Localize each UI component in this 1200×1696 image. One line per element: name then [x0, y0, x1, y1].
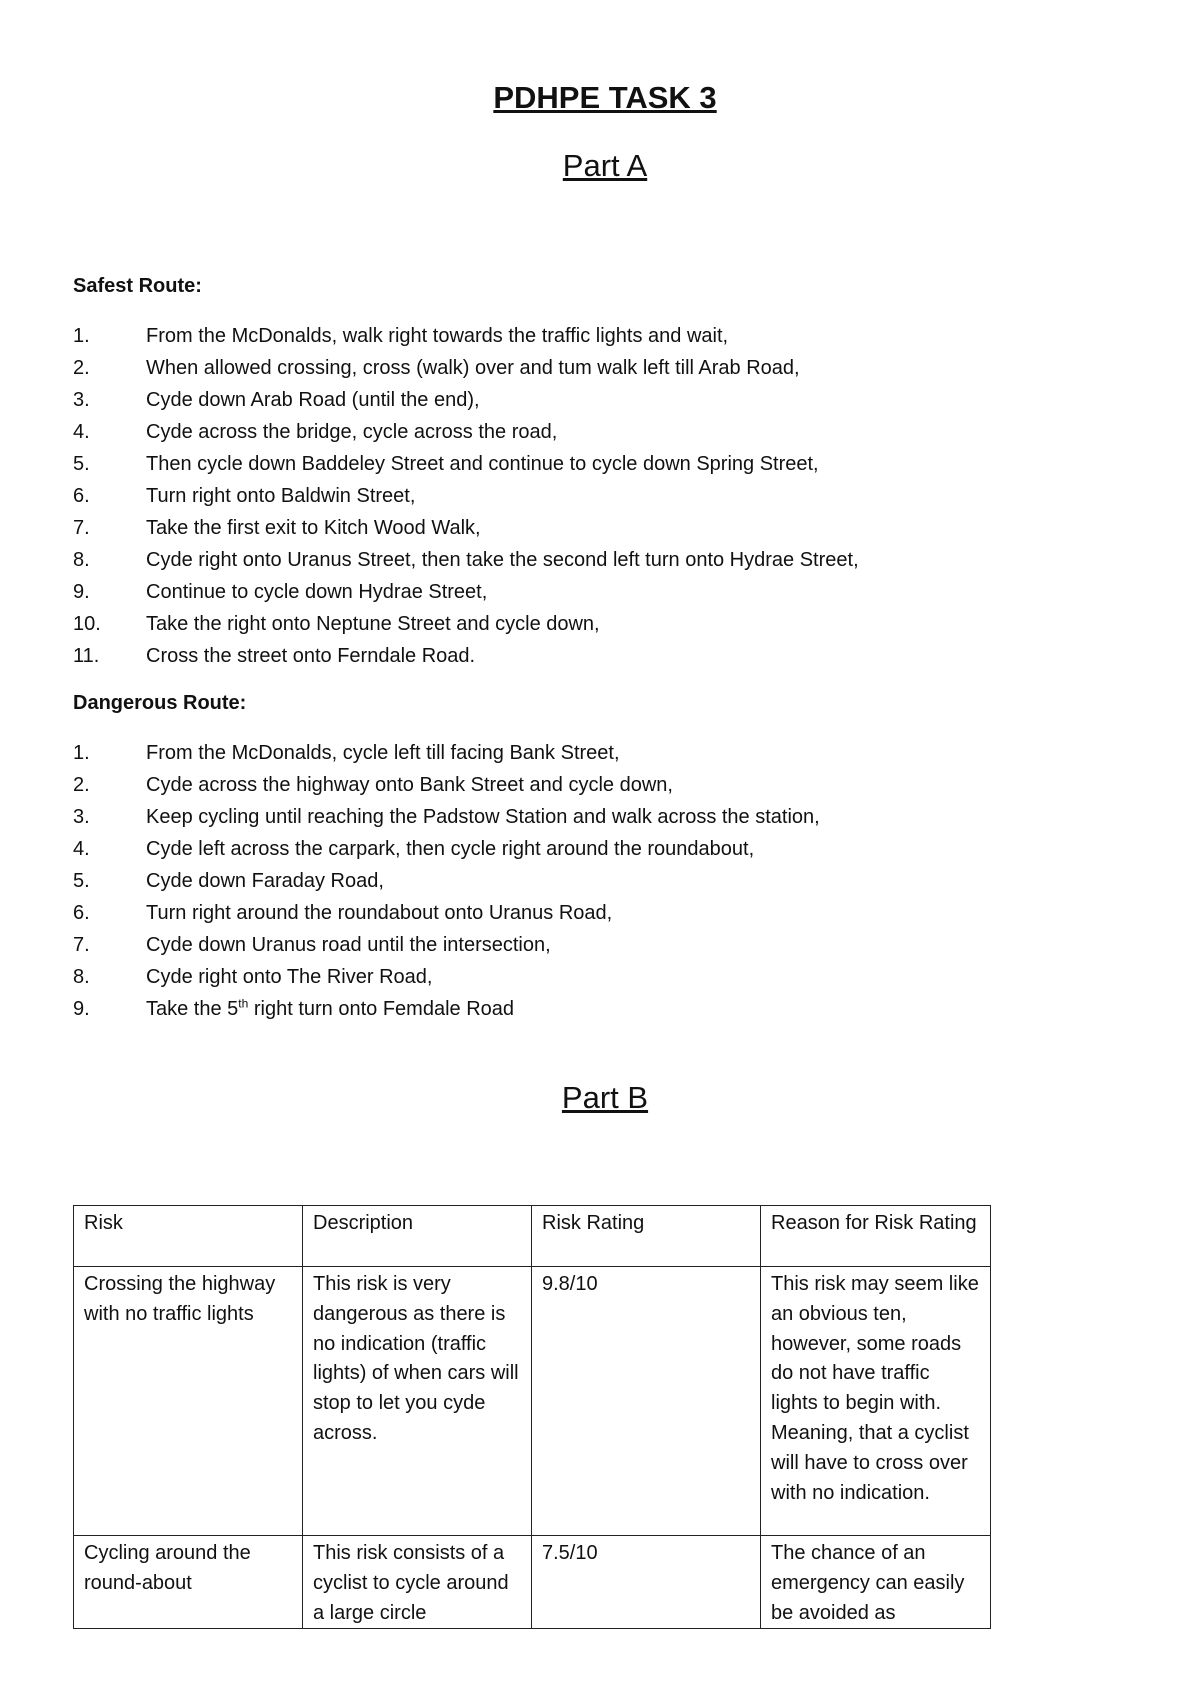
- safest-route-list: [73, 320, 859, 672]
- list-item: [73, 480, 859, 512]
- list-number: 7.: [73, 517, 90, 539]
- list-item: [73, 320, 859, 352]
- list-item: [73, 576, 859, 608]
- step-text: Cyde right onto The River Road,: [146, 966, 433, 988]
- step-text-before: Take the 5: [146, 998, 239, 1020]
- table-header-row: [74, 1206, 991, 1267]
- step-text: Cyde across the bridge, cycle across the road,: [146, 421, 558, 443]
- step-text: Cross the street onto Ferndale Road.: [146, 645, 476, 667]
- table-row: [74, 1536, 991, 1629]
- step-text: Take the right onto Neptune Street and cycle down,: [146, 613, 600, 635]
- list-item: [73, 929, 820, 961]
- list-item: [73, 448, 859, 480]
- cell-risk: Crossing the highway with no traffic lights: [74, 1267, 303, 1536]
- cell-risk: Cycling around the round-about: [74, 1536, 303, 1629]
- table-row: [74, 1267, 991, 1536]
- cell-risk-rating: 7.5/10: [532, 1536, 761, 1629]
- list-number: 5.: [73, 870, 90, 892]
- list-number: 3.: [73, 806, 90, 828]
- step-text: Take the first exit to Kitch Wood Walk,: [146, 517, 481, 539]
- safest-route-heading: Safest Route:: [73, 275, 202, 297]
- dangerous-route-list: [73, 737, 820, 1025]
- step-text: Turn right around the roundabout onto Uranus Road,: [146, 902, 613, 924]
- list-item: [73, 865, 820, 897]
- step-text-sup: th: [238, 996, 249, 1011]
- step-text: From the McDonalds, cycle left till facing Bank Street,: [146, 742, 620, 764]
- step-text: Cyde down Uranus road until the intersection,: [146, 934, 551, 956]
- list-item: [73, 384, 859, 416]
- header-description: Description: [303, 1206, 532, 1267]
- header-risk: Risk: [74, 1206, 303, 1267]
- list-item: [73, 416, 859, 448]
- list-number: 11.: [73, 645, 100, 667]
- step-text: Cyde across the highway onto Bank Street and cycle down,: [146, 774, 673, 796]
- step-text: Keep cycling until reaching the Padstow Station and walk across the station,: [146, 806, 820, 828]
- list-number: 6.: [73, 485, 90, 507]
- list-item: [73, 833, 820, 865]
- list-number: 1.: [73, 325, 90, 347]
- step-text-after: right turn onto Femdale Road: [248, 998, 515, 1020]
- list-item: [73, 737, 820, 769]
- list-item: [73, 640, 859, 672]
- step-text: Turn right onto Baldwin Street,: [146, 485, 416, 507]
- dangerous-route-heading: Dangerous Route:: [73, 692, 247, 714]
- list-number: 7.: [73, 934, 90, 956]
- list-item: [73, 544, 859, 576]
- cell-reason: This risk may seem like an obvious ten, however, some roads do not have traffic lights to begin with. Meaning, that a cyclist will have to cross over with no indication.: [761, 1267, 991, 1536]
- list-item: [73, 801, 820, 833]
- step-text: Cyde down Arab Road (until the end),: [146, 389, 480, 411]
- part-a-heading: Part A: [562, 148, 648, 183]
- list-number: 2.: [73, 357, 90, 379]
- header-reason: Reason for Risk Rating: [761, 1206, 991, 1267]
- list-item: [73, 993, 820, 1025]
- risk-table: [73, 1205, 991, 1629]
- step-text: Cyde left across the carpark, then cycle right around the roundabout,: [146, 838, 755, 860]
- cell-description: This risk consists of a cyclist to cycle around a large circle: [303, 1536, 532, 1629]
- list-number: 9.: [73, 998, 90, 1020]
- list-number: 3.: [73, 389, 90, 411]
- step-text: Cyde down Faraday Road,: [146, 870, 384, 892]
- list-number: 5.: [73, 453, 90, 475]
- list-number: 6.: [73, 902, 90, 924]
- list-number: 1.: [73, 742, 90, 764]
- step-text: Continue to cycle down Hydrae Street,: [146, 581, 488, 603]
- header-risk-rating: Risk Rating: [532, 1206, 761, 1267]
- step-text: From the McDonalds, walk right towards the traffic lights and wait,: [146, 325, 729, 347]
- step-text: Cyde right onto Uranus Street, then take the second left turn onto Hydrae Street,: [146, 549, 859, 571]
- list-item: [73, 769, 820, 801]
- list-number: 9.: [73, 581, 90, 603]
- list-number: 2.: [73, 774, 90, 796]
- list-item: [73, 608, 859, 640]
- step-text: When allowed crossing, cross (walk) over and tum walk left till Arab Road,: [146, 357, 800, 379]
- list-item: [73, 961, 820, 993]
- list-item: [73, 352, 859, 384]
- list-number: 8.: [73, 549, 90, 571]
- list-number: 4.: [73, 421, 90, 443]
- cell-description: This risk is very dangerous as there is no indication (traffic lights) of when cars will stop to let you cyde across.: [303, 1267, 532, 1536]
- cell-reason: The chance of an emergency can easily be avoided as: [761, 1536, 991, 1629]
- list-number: 4.: [73, 838, 90, 860]
- cell-risk-rating: 9.8/10: [532, 1267, 761, 1536]
- document-title: PDHPE TASK 3: [493, 80, 717, 115]
- list-number: 10.: [73, 613, 101, 635]
- step-text: Then cycle down Baddeley Street and continue to cycle down Spring Street,: [146, 453, 819, 475]
- list-item: [73, 897, 820, 929]
- list-number: 8.: [73, 966, 90, 988]
- part-b-heading: Part B: [561, 1080, 649, 1115]
- list-item: [73, 512, 859, 544]
